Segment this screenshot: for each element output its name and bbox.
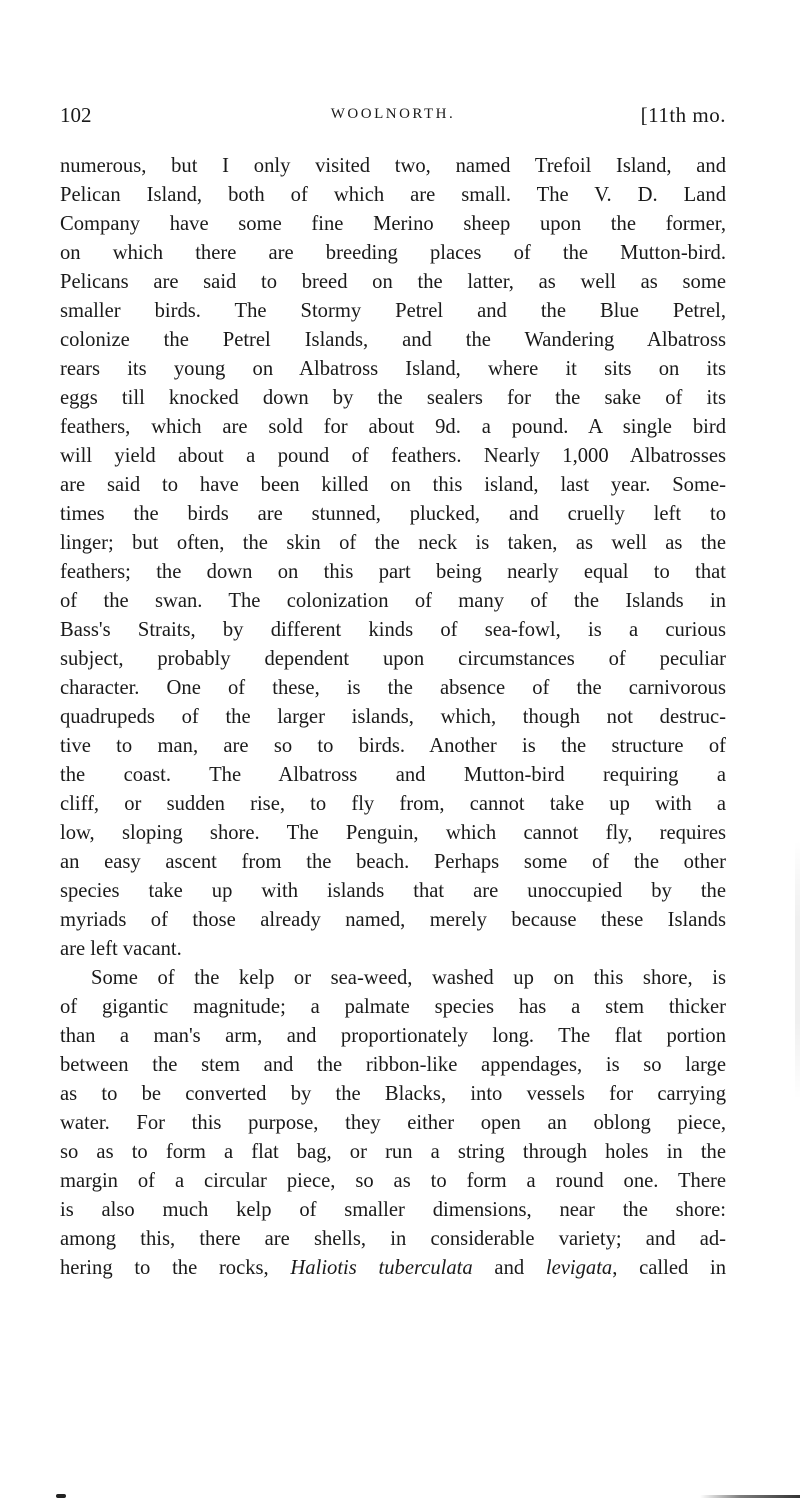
text-line-final: [60, 1254, 726, 1283]
text-fragment: hering to the rocks,: [60, 1257, 291, 1279]
text-line: feathers, which are sold for about 9d. a pound. A single bird: [60, 416, 726, 438]
text-line: subject, probably dependent upon circumstances of peculiar: [60, 648, 726, 670]
text-line: times the birds are stunned, plucked, and cruelly left to: [60, 503, 726, 525]
text-line: character. One of these, is the absence of the carnivorous: [60, 677, 726, 699]
text-line: tive to man, are so to birds. Another is the structure of: [60, 735, 726, 757]
text-line: feathers; the down on this part being nearly equal to that: [60, 561, 726, 583]
text-line: are said to have been killed on this island, last year. Some-: [60, 474, 726, 496]
section-marker: [11th mo.: [640, 103, 726, 127]
page-header: [60, 103, 726, 133]
text-line: Bass's Straits, by different kinds of sea-fowl, is a curious: [60, 619, 726, 641]
page-number: 102: [60, 103, 92, 127]
text-line: will yield about a pound of feathers. Nearly 1,000 Albatrosses: [60, 445, 726, 467]
species-name: Haliotis tuberculata: [290, 1257, 473, 1279]
body-text: [60, 152, 726, 1283]
text-line: of gigantic magnitude; a palmate species has a stem thicker: [60, 996, 726, 1018]
text-line: quadrupeds of the larger islands, which, though not destruc-: [60, 706, 726, 728]
text-line: cliff, or sudden rise, to fly from, cannot take up with a: [60, 793, 726, 815]
text-fragment: , called in: [612, 1257, 727, 1279]
scan-artifact: [700, 1495, 800, 1498]
running-title: WOOLNORTH.: [330, 106, 456, 122]
text-line: rears its young on Albatross Island, where it sits on its: [60, 358, 726, 380]
text-line: species take up with islands that are unoccupied by the: [60, 880, 726, 902]
text-line: water. For this purpose, they either open an oblong piece,: [60, 1112, 726, 1134]
species-name: levigata: [545, 1257, 613, 1279]
text-line: are left vacant.: [60, 938, 182, 960]
text-line: eggs till knocked down by the sealers for the sake of its: [60, 387, 726, 409]
scan-artifact: [56, 1494, 66, 1498]
text-line: Pelican Island, both of which are small. The V. D. Land: [60, 184, 726, 206]
text-line: is also much kelp of smaller dimensions, near the shore:: [60, 1199, 726, 1221]
text-line: of the swan. The colonization of many of the Islands in: [60, 590, 726, 612]
text-line: the coast. The Albatross and Mutton-bird requiring a: [60, 764, 726, 786]
text-line: Some of the kelp or sea-weed, washed up on this shore, is: [91, 967, 726, 989]
text-line: so as to form a flat bag, or run a string through holes in the: [60, 1141, 726, 1163]
text-line: between the stem and the ribbon-like appendages, is so large: [60, 1054, 726, 1076]
text-line: low, sloping shore. The Penguin, which cannot fly, requires: [60, 822, 726, 844]
text-line: numerous, but I only visited two, named Trefoil Island, and: [60, 155, 726, 177]
text-line: as to be converted by the Blacks, into vessels for carrying: [60, 1083, 726, 1105]
paragraph-1: [60, 152, 726, 964]
text-line: linger; but often, the skin of the neck is taken, as well as the: [60, 532, 726, 554]
text-line: than a man's arm, and proportionately long. The flat portion: [60, 1025, 726, 1047]
text-line: myriads of those already named, merely because these Islands: [60, 909, 726, 931]
text-line: among this, there are shells, in considerable variety; and ad-: [60, 1228, 726, 1250]
text-line: on which there are breeding places of the Mutton-bird.: [60, 242, 726, 264]
text-line: an easy ascent from the beach. Perhaps some of the other: [60, 851, 726, 873]
text-line: Pelicans are said to breed on the latter, as well as some: [60, 271, 726, 293]
paragraph-2: [60, 964, 726, 1283]
text-line: margin of a circular piece, so as to form a round one. There: [60, 1170, 726, 1192]
text-line: colonize the Petrel Islands, and the Wandering Albatross: [60, 329, 726, 351]
text-line: Company have some fine Merino sheep upon the former,: [60, 213, 726, 235]
scan-edge-shadow: [795, 840, 800, 1100]
text-line: smaller birds. The Stormy Petrel and the Blue Petrel,: [60, 300, 726, 322]
text-fragment: and: [472, 1257, 546, 1279]
